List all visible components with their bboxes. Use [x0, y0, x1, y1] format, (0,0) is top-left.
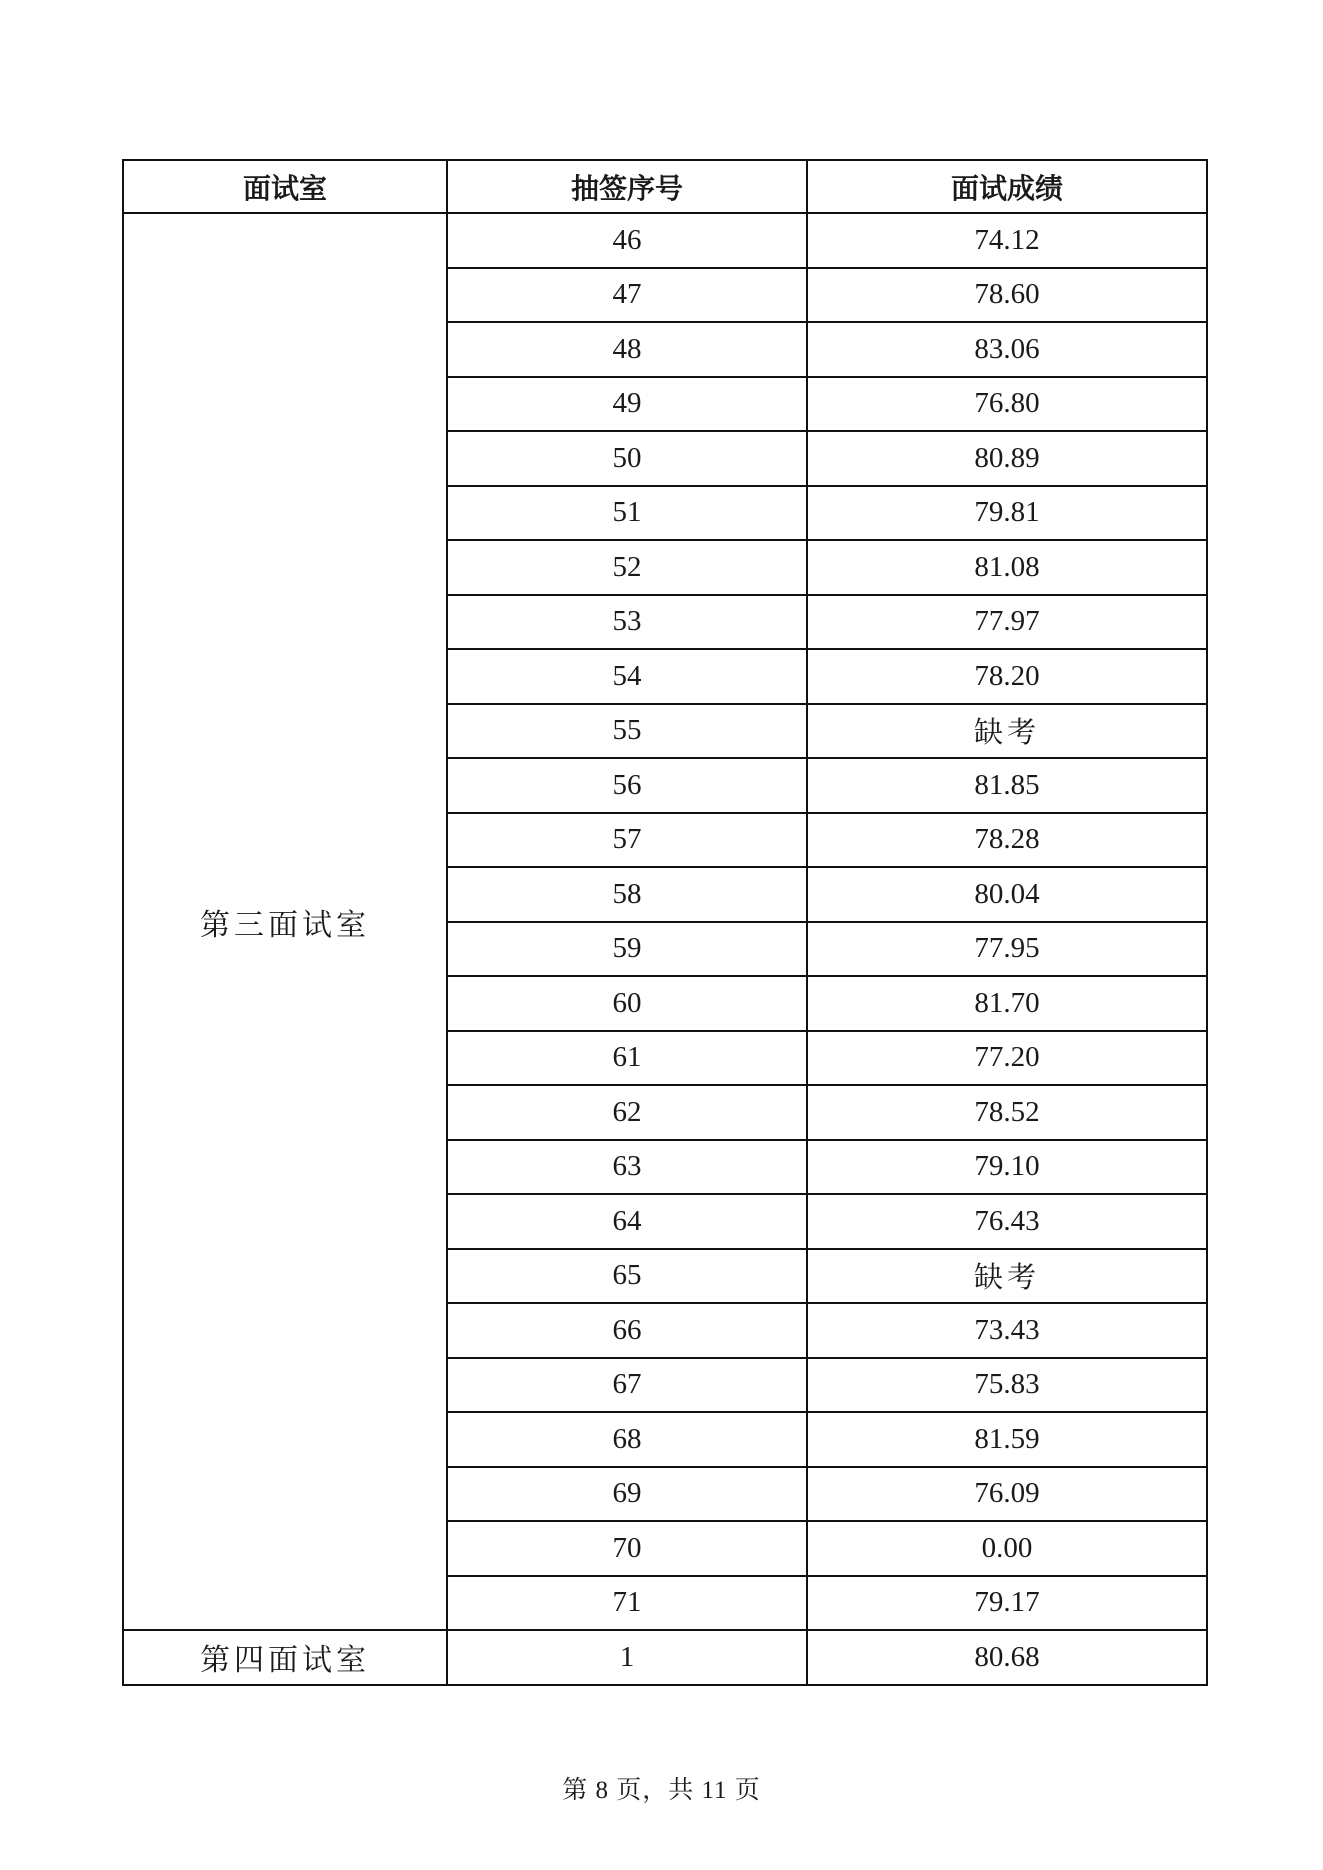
score-cell: 78.20 — [807, 649, 1207, 704]
score-cell: 78.60 — [807, 268, 1207, 323]
score-cell: 76.43 — [807, 1194, 1207, 1249]
score-cell: 77.97 — [807, 595, 1207, 650]
draw-number-cell: 65 — [447, 1249, 807, 1304]
score-cell: 78.28 — [807, 813, 1207, 868]
draw-number-cell: 1 — [447, 1630, 807, 1685]
draw-number-cell: 48 — [447, 322, 807, 377]
score-cell: 79.81 — [807, 486, 1207, 541]
score-cell: 78.52 — [807, 1085, 1207, 1140]
draw-number-cell: 60 — [447, 976, 807, 1031]
draw-number-cell: 66 — [447, 1303, 807, 1358]
draw-number-cell: 52 — [447, 540, 807, 595]
score-cell: 81.70 — [807, 976, 1207, 1031]
draw-number-cell: 69 — [447, 1467, 807, 1522]
draw-number-cell: 59 — [447, 922, 807, 977]
page-footer — [0, 1770, 1323, 1806]
header-draw-number: 抽签序号 — [447, 160, 807, 213]
draw-number-cell: 71 — [447, 1576, 807, 1631]
score-cell: 81.59 — [807, 1412, 1207, 1467]
score-cell: 79.17 — [807, 1576, 1207, 1631]
draw-number-cell: 61 — [447, 1031, 807, 1086]
score-cell: 0.00 — [807, 1521, 1207, 1576]
score-cell: 79.10 — [807, 1140, 1207, 1195]
draw-number-cell: 54 — [447, 649, 807, 704]
draw-number-cell: 57 — [447, 813, 807, 868]
draw-number-cell: 58 — [447, 867, 807, 922]
score-cell: 缺考 — [807, 1249, 1207, 1304]
draw-number-cell: 46 — [447, 213, 807, 268]
table-row — [123, 1630, 1207, 1685]
draw-number-cell: 64 — [447, 1194, 807, 1249]
draw-number-cell: 70 — [447, 1521, 807, 1576]
draw-number-cell: 67 — [447, 1358, 807, 1413]
score-cell: 74.12 — [807, 213, 1207, 268]
draw-number-cell: 53 — [447, 595, 807, 650]
draw-number-cell: 56 — [447, 758, 807, 813]
score-cell: 80.68 — [807, 1630, 1207, 1685]
score-cell: 77.95 — [807, 922, 1207, 977]
table-body — [123, 213, 1207, 1685]
score-cell: 75.83 — [807, 1358, 1207, 1413]
score-cell: 81.08 — [807, 540, 1207, 595]
room-cell: 第四面试室 — [123, 1630, 447, 1685]
page-number: 第 8 页，共 11 页 — [562, 1777, 761, 1804]
score-cell: 80.04 — [807, 867, 1207, 922]
score-cell: 73.43 — [807, 1303, 1207, 1358]
header-room: 面试室 — [123, 160, 447, 213]
draw-number-cell: 68 — [447, 1412, 807, 1467]
draw-number-cell: 49 — [447, 377, 807, 432]
score-table — [122, 159, 1208, 1686]
score-cell: 77.20 — [807, 1031, 1207, 1086]
draw-number-cell: 47 — [447, 268, 807, 323]
score-cell: 76.80 — [807, 377, 1207, 432]
score-cell: 缺考 — [807, 704, 1207, 759]
score-cell: 80.89 — [807, 431, 1207, 486]
header-score: 面试成绩 — [807, 160, 1207, 213]
score-cell: 83.06 — [807, 322, 1207, 377]
table-row — [123, 213, 1207, 268]
draw-number-cell: 62 — [447, 1085, 807, 1140]
room-cell: 第三面试室 — [123, 213, 447, 1630]
score-cell: 81.85 — [807, 758, 1207, 813]
draw-number-cell: 51 — [447, 486, 807, 541]
draw-number-cell: 63 — [447, 1140, 807, 1195]
draw-number-cell: 50 — [447, 431, 807, 486]
score-cell: 76.09 — [807, 1467, 1207, 1522]
draw-number-cell: 55 — [447, 704, 807, 759]
header-row — [123, 160, 1207, 213]
